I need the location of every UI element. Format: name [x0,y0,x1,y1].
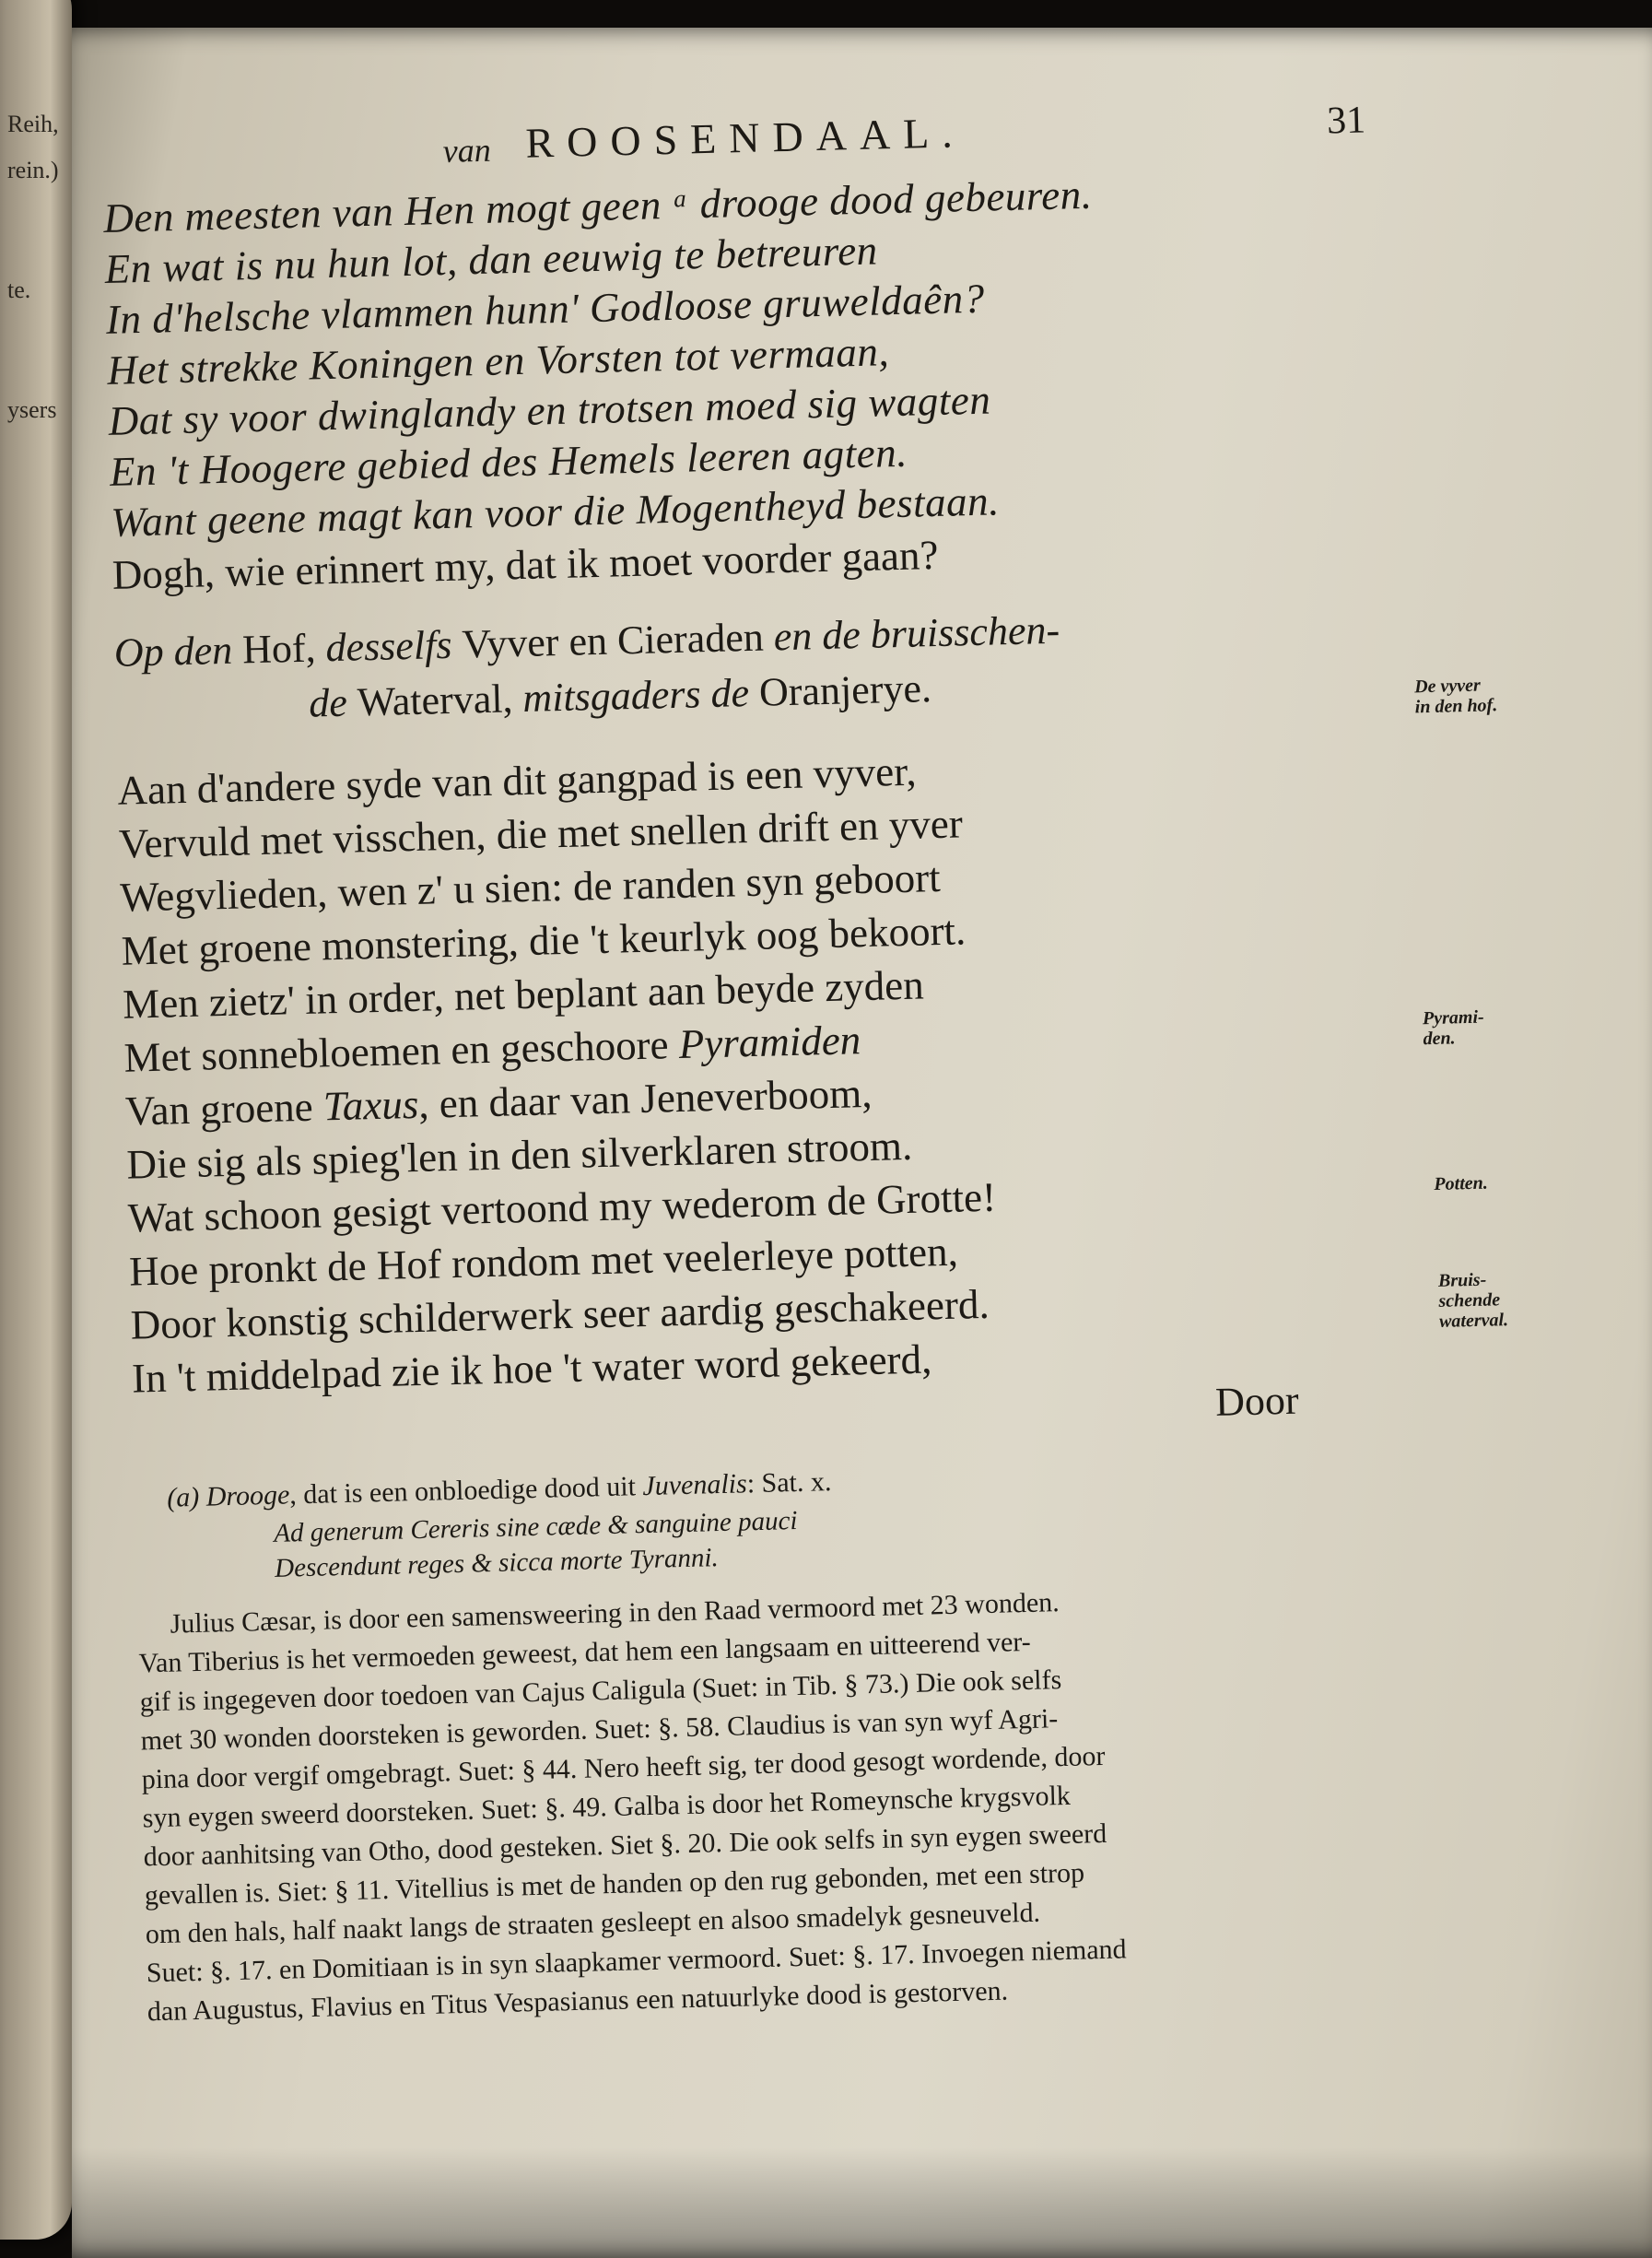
footnote-line: Suet: §. 17. en Domitiaan is in syn slaapkamer vermoord. Suet: §. 17. Invoegen niemand [146,1934,1127,1989]
footnote-line: dan Augustus, Flavius en Titus Vespasianus een natuurlyke dood is gestorven. [146,1975,1009,2028]
footnote-line: om den hals, half naakt langs de straaten gesleept en alsoo smadelyk gesneuveld. [145,1897,1041,1950]
heading-part: desselfs [324,621,463,671]
margin-note-line: Potten. [1434,1172,1489,1194]
heading-part: Op den [113,627,243,676]
footnote-part: Drooge [205,1479,290,1512]
left-page-edge [0,0,72,2240]
margin-note-line: schende [1438,1289,1501,1311]
verse-line: En 't Hoogere gebied des Hemels leeren agten. [109,429,908,495]
left-page-fragment: rein.) [7,157,59,183]
catchword: Door [1214,1377,1300,1425]
verse-part: Pyramiden [678,1017,861,1067]
verse-part: , en daar van Jeneverboom, [417,1069,873,1127]
footnote-line: Van Tiberius is het vermoeden geweest, dat hem een langsaam en uitteerend ver- [138,1626,1032,1679]
footnote-part: , dat is een onbloedige dood uit [288,1471,643,1511]
verse-line: Het strekke Koningen en Vorsten tot vermaan, [106,328,890,394]
footnote-line: syn eygen sweerd doorsteken. Suet: §. 49. Galba is door het Romeynsche krygsvolk [142,1780,1072,1834]
heading-part: de [308,679,358,726]
verse-line: Vervuld met visschen, die met snellen drift en yver [118,800,964,867]
verse-line: Die sig als spieg'len in den silverklaren stroom. [125,1122,913,1188]
left-page-fragment: ysers [7,396,57,423]
margin-note-line: waterval. [1438,1310,1509,1332]
verse-line: Wegvlieden, wen z' u sien: de randen syn geboort [119,854,942,921]
verse-part: Van groene [124,1083,324,1135]
verse-part: Met sonnebloemen en geschoore [123,1020,680,1081]
verse-line: Want geene magt kan voor die Mogentheyd bestaan. [110,477,1001,546]
page-text [101,97,1509,2032]
margin-note-potten [1434,1173,1488,1194]
footnote-line: pina door vergif omgebragt. Suet: § 44. Nero heeft sig, ter dood gesogt wordende, door [141,1740,1106,1795]
heading-part: en de bruisschen- [773,606,1060,660]
footnote-part: : Sat. x. [746,1466,832,1499]
footnote-line: met 30 wonden doorsteken is geworden. Suet: §. 58. Claudius is van syn wyf Agri- [140,1703,1059,1757]
margin-note-line: Bruis- [1437,1269,1487,1291]
page-number: 31 [1326,99,1366,143]
page-shadow [72,2147,1652,2258]
margin-note-vyver [1414,675,1498,717]
verse-line: Hoe pronkt de Hof rondom met veelerleye potten, [128,1228,959,1295]
header-van: van [442,131,492,170]
footnote-line: gif is ingegeven door toedoen van Cajus Caligula (Suet: in Tib. § 73.) Die ook selfs [139,1664,1062,1718]
footnote-quote-line: Ad generum Cereris sine cæde & sanguine pauci [273,1505,798,1548]
verse-line: In 't middelpad zie ik hoe 't water word gekeerd, [131,1335,932,1402]
margin-note-line: Pyrami- [1422,1006,1484,1029]
footnote-line: gevallen is. Siet: § 11. Vitellius is met de handen op den rug gebonden, met een strop [144,1857,1085,1911]
margin-note-pyramiden [1423,1007,1485,1050]
header-title: ROOSENDAAL. [524,109,967,167]
heading-part: Oranjerye. [758,665,932,715]
footnote-body [137,1573,1474,2031]
left-page-fragment: Reih, [7,111,59,137]
footnote-part: (a) [166,1481,207,1513]
margin-note-line: den. [1423,1028,1456,1050]
verse-line: Aan d'andere syde van dit gangpad is een vyver, [116,747,918,814]
footnote-quote-line: Descendunt reges & sicca morte Tyranni. [274,1543,720,1583]
verse-line: Met groene monstering, die 't keurlyk oog bekoort. [121,907,967,974]
verse-line: In d'helsche vlammen hunn' Godloose gruweldaên? [105,275,986,343]
verse-line: Door konstig schilderwerk seer aardig geschakeerd. [130,1280,990,1348]
heading-part: Vyver en Cieraden [461,614,775,667]
footnote-line: Julius Cæsar, is door een samensweering in den Raad vermoord met 23 wonden. [170,1587,1060,1640]
left-page-fragment: te. [7,276,31,303]
verse-line: Dat sy voor dwinglandy en trotsen moed sig wagten [108,376,991,444]
margin-note-waterval [1438,1269,1509,1332]
heading-part: mitsgaders de [521,669,760,722]
verse-italic-block [103,161,1438,548]
verse-line: Dogh, wie erinnert my, dat ik moet voorder gaan? [111,531,939,598]
margin-note-line: in den hof. [1414,695,1498,718]
verse-line: Men zietz' in order, net beplant aan beyde zyden [122,961,925,1028]
verse-line: Wat schoon gesigt vertoond my wederom de Grotte! [127,1173,997,1241]
footnote-part: Juvenalis [642,1468,748,1502]
heading-part: Waterval, [357,676,524,725]
verse-part: Taxus [322,1080,419,1130]
margin-note-line: De vyver [1413,675,1482,698]
footnote-line: door aanhitsing van Otho, dood gesteken. Siet §. 20. Die ook selfs in syn eygen sweerd [143,1817,1107,1873]
heading-part: Hof, [241,625,327,673]
verse-line: Den meesten van Hen mogt geen ᵃ drooge dood gebeuren. [102,171,1093,241]
verse-line: En wat is nu hun lot, dan eeuwig te betreuren [104,227,879,292]
